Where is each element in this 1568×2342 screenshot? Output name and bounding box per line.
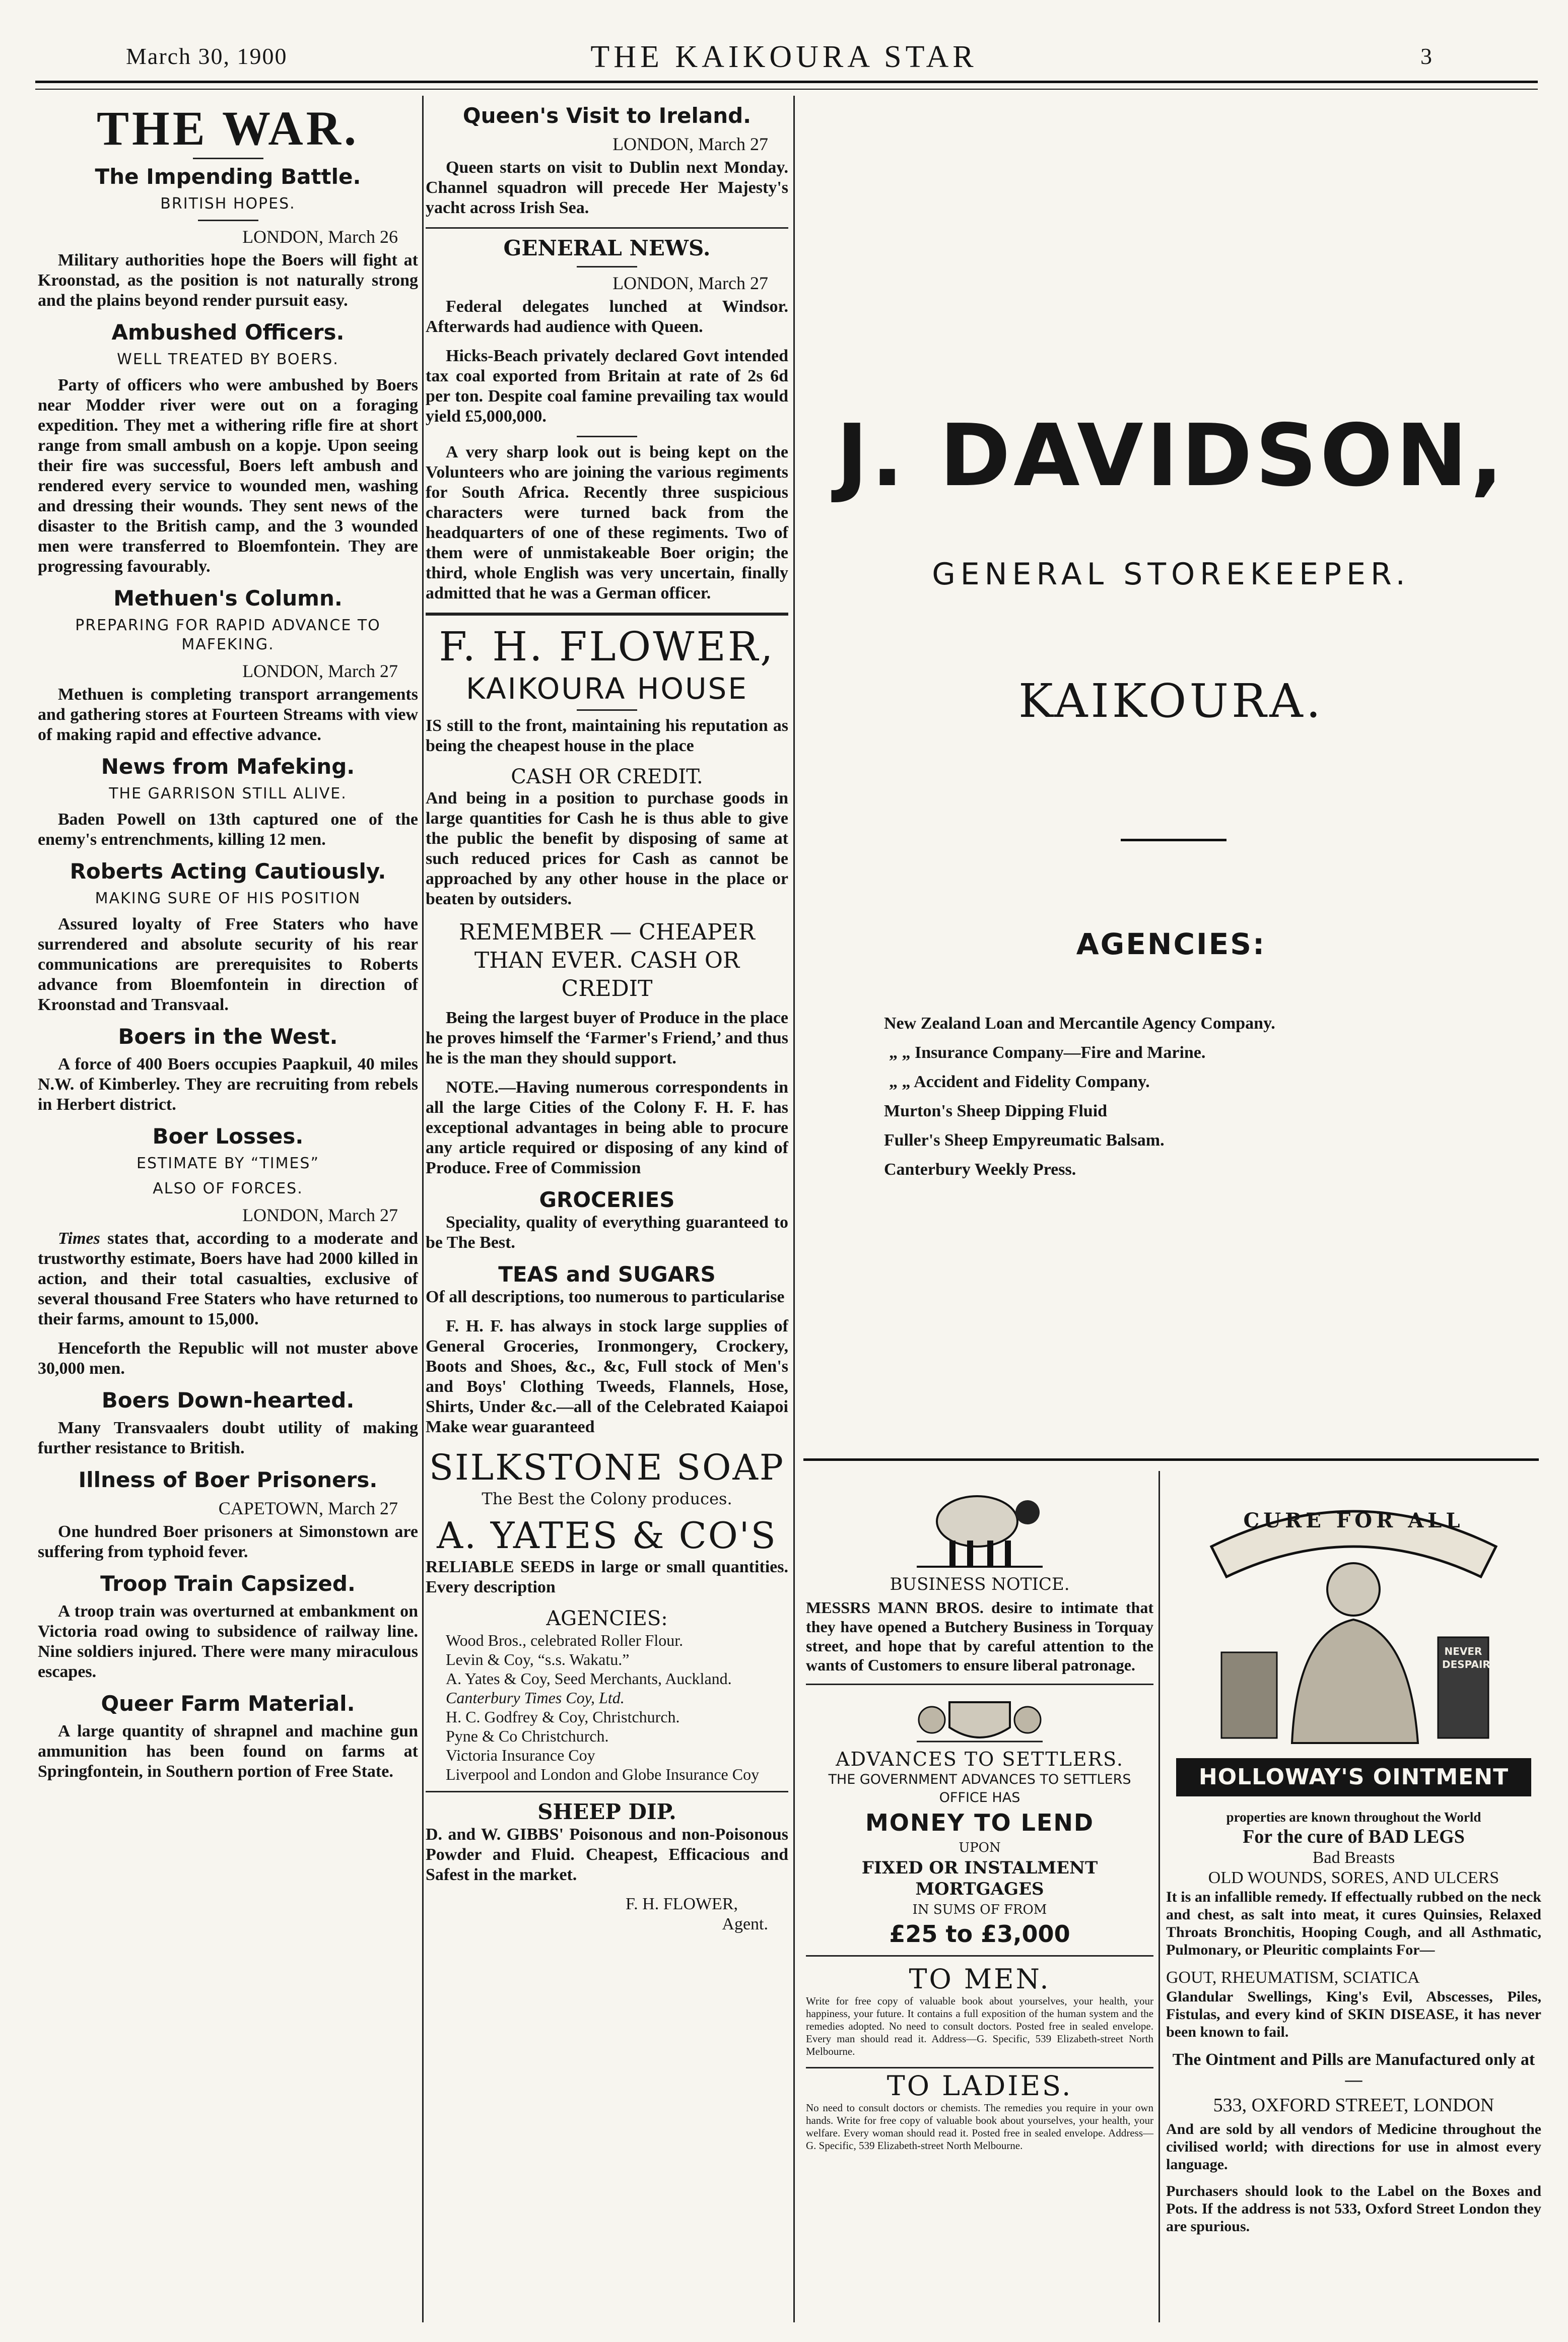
list-item: „ „ Accident and Fidelity Company. xyxy=(889,1073,1150,1091)
headline: The Impending Battle. xyxy=(95,164,361,189)
headline: Roberts Acting Cautiously. xyxy=(70,859,386,884)
subheadline: THE GARRISON STILL ALIVE. xyxy=(109,785,347,802)
ad-body: And being in a position to purchase goods in large quantities for Cash he is thus able to give the public the benefit by disposing of same at such reduced prices for Cash as cannot be approached by any other house in the place or beaten by outsiders. xyxy=(426,789,788,908)
yates-title: A. YATES & CO'S xyxy=(437,1514,777,1557)
headline: Troop Train Capsized. xyxy=(100,1571,356,1596)
subheadline: PREPARING FOR RAPID ADVANCE TO MAFEKING. xyxy=(75,617,381,653)
side-text: NEVER DESPAIR xyxy=(1442,1645,1490,1670)
list-item: Fuller's Sheep Empyreumatic Balsam. xyxy=(884,1131,1165,1150)
headline: News from Mafeking. xyxy=(101,754,355,779)
article-body: Baden Powell on 13th captured one of the enemy's entrenchments, killing 12 men. xyxy=(38,810,418,849)
divider xyxy=(426,1791,788,1792)
divider xyxy=(577,266,637,267)
ad-subhead: TEAS and SUGARS xyxy=(498,1262,716,1287)
headline: Queen's Visit to Ireland. xyxy=(462,103,752,128)
list-item: Liverpool and London and Globe Insurance Coy xyxy=(446,1765,760,1783)
ad-subhead: REMEMBER — CHEAPER THAN EVER. CASH OR CREDIT xyxy=(459,919,755,1001)
list-item: „ „ Insurance Company—Fire and Marine. xyxy=(889,1043,1206,1062)
column-rule xyxy=(422,96,424,2322)
holloway-address: 533, OXFORD STREET, LONDON xyxy=(1213,2095,1494,2116)
list-item: H. C. Godfrey & Coy, Christchurch. xyxy=(446,1708,680,1726)
banner-text: CURE FOR ALL xyxy=(1243,1509,1464,1532)
flower-house: KAIKOURA HOUSE xyxy=(465,672,748,706)
notices-column xyxy=(806,1481,1153,2161)
ad-body: D. and W. GIBBS' Poisonous and non-Poisonous Powder and Fluid. Cheapest, Efficacious and Safest in the market. xyxy=(426,1825,788,1884)
dateline: LONDON, March 26 xyxy=(242,227,398,247)
ad-subhead: ADVANCES TO SETTLERS. xyxy=(836,1748,1124,1770)
headline: Illness of Boer Prisoners. xyxy=(78,1467,378,1492)
holloway-brand: HOLLOWAY'S OINTMENT xyxy=(1176,1758,1531,1796)
divider xyxy=(806,2067,1153,2068)
ad-body: Speciality, quality of everything guaranteed to be The Best. xyxy=(426,1213,788,1252)
ad-body: Purchasers should look to the Label on the Boxes and Pots. If the address is not 533, Oxford Street London they are spurious. xyxy=(1166,2183,1541,2235)
headline: Boers Down-hearted. xyxy=(101,1388,355,1413)
article-body: Assured loyalty of Free Staters who have surrendered and absolute security of his rear communications are prerequisites to Roberts advance from Bloemfontein in direction of Kroonstad and Transvaal. xyxy=(38,915,418,1014)
ad-text: FIXED OR INSTALMENT MORTGAGES xyxy=(861,1858,1098,1899)
dateline: LONDON, March 27 xyxy=(612,273,768,293)
ad-subhead: BUSINESS NOTICE. xyxy=(890,1574,1070,1594)
ad-body: Of all descriptions, too numerous to particularise xyxy=(426,1288,785,1306)
list-item: Levin & Coy, “s.s. Wakatu.” xyxy=(446,1650,630,1668)
column-rule xyxy=(1158,1471,1160,2322)
headline: Methuen's Column. xyxy=(113,586,343,611)
list-item: New Zealand Loan and Mercantile Agency Company. xyxy=(884,1014,1275,1033)
sheep-icon xyxy=(806,1481,1153,1572)
ad-subhead: The Ointment and Pills are Manufactured only at— xyxy=(1172,2050,1535,2089)
article-body: Military authorities hope the Boers will fight at Kroonstad, as the position is not naturally strong and the plains beyond render pursuit easy. xyxy=(38,251,418,310)
ad-body: Being the largest buyer of Produce in the place he proves himself the ‘Farmer's Friend,’ and thus he is the man they should support. xyxy=(426,1009,788,1067)
article-body: Methuen is completing transport arrangements and gathering stores at Fourteen Streams with view of making rapid and effective advance. xyxy=(38,685,418,744)
section-rule xyxy=(803,1458,1539,1461)
headline: Boer Losses. xyxy=(152,1124,304,1149)
subheadline: ESTIMATE BY “TIMES” xyxy=(136,1155,319,1172)
dateline: CAPETOWN, March 27 xyxy=(218,1498,398,1518)
men-title: TO MEN. xyxy=(909,1963,1051,1995)
divider xyxy=(198,220,258,221)
ad-subhead: SHEEP DIP. xyxy=(537,1799,676,1824)
article-body: One hundred Boer prisoners at Simonstown are suffering from typhoid fever. xyxy=(38,1522,418,1561)
list-item: Canterbury Times Coy, Ltd. xyxy=(446,1689,625,1707)
war-title: THE WAR. xyxy=(96,101,359,155)
ad-subhead: CASH OR CREDIT. xyxy=(511,765,703,788)
masthead-rule-thin xyxy=(35,89,1538,90)
ad-body: RELIABLE SEEDS in large or small quantities. Every description xyxy=(426,1558,788,1596)
davidson-town: KAIKOURA. xyxy=(1018,674,1324,728)
article-body: Queen starts on visit to Dublin next Monday. Channel squadron will precede Her Majesty's yacht across Irish Sea. xyxy=(426,158,788,217)
news-column xyxy=(426,103,788,1934)
subheadline: WELL TREATED BY BOERS. xyxy=(117,351,339,368)
ad-subhead: OLD WOUNDS, SORES, AND ULCERS xyxy=(1208,1868,1499,1887)
davidson-trade: GENERAL STOREKEEPER. xyxy=(932,557,1410,592)
headline: Boers in the West. xyxy=(118,1024,338,1049)
list-item: Canterbury Weekly Press. xyxy=(884,1160,1076,1179)
divider xyxy=(806,1684,1153,1685)
headline: Queer Farm Material. xyxy=(101,1691,355,1716)
war-column xyxy=(38,103,418,1791)
list-item: A. Yates & Coy, Seed Merchants, Auckland. xyxy=(446,1669,732,1688)
subheadline: BRITISH HOPES. xyxy=(160,195,296,213)
list-item: Wood Bros., celebrated Roller Flour. xyxy=(446,1631,684,1649)
page-number: 3 xyxy=(1420,43,1432,69)
ad-subhead: For the cure of BAD LEGS xyxy=(1243,1826,1465,1847)
money-title: MONEY TO LEND xyxy=(865,1809,1095,1836)
divider xyxy=(1121,839,1226,841)
article-body: A large quantity of shrapnel and machine gun ammunition has been found on farms at Springfontein, in Southern portion of Free State. xyxy=(38,1722,418,1781)
ad-body: MESSRS MANN BROS. desire to intimate that they have opened a Butchery Business in Torquay street, and hope that by careful attention to the wants of Customers to ensure liberal patronage. xyxy=(806,1598,1153,1674)
ad-body: No need to consult doctors or chemists. The remedies you require in your own hands. Write for free copy of valuable book about yourselves, your health, your welfare. Every woman should read it. Posted free in sealed envelope. Address—G. Specific, 539 Elizabeth-street North Melbourne. xyxy=(806,2102,1153,2152)
article-body: A force of 400 Boers occupies Paapkuil, 40 miles N.W. of Kimberley. They are recruiting from rebels in Herbert district. xyxy=(38,1055,418,1114)
soap-title: SILKSTONE SOAP xyxy=(429,1447,785,1488)
article-body: Hicks-Beach privately declared Govt intended tax coal exported from Britain at rate of 2s 6d per ton. Despite coal famine prevailing tax would yield £5,000,000. xyxy=(426,347,788,426)
ad-subhead: Bad Breasts xyxy=(1312,1848,1395,1867)
column-rule xyxy=(793,96,795,2322)
signature: F. H. FLOWER, xyxy=(625,1895,738,1913)
italic-text: Times xyxy=(58,1229,100,1248)
amount: £25 to £3,000 xyxy=(889,1920,1070,1948)
headline: Ambushed Officers. xyxy=(111,320,345,345)
tagline: properties are known throughout the World xyxy=(1226,1810,1481,1825)
article-body: A very sharp look out is being kept on the Volunteers who are joining the various regiments for South Africa. Recently three suspicious characters were turned back from the headquarters of one of these regiments. Two of them were of unmistakeable Boer origin; the third, whole English was very uncertain, finally admitted that he was a German officer. xyxy=(426,443,788,603)
divider xyxy=(426,613,788,616)
headline: GENERAL NEWS. xyxy=(503,236,711,260)
masthead-date: March 30, 1900 xyxy=(126,43,288,69)
coat-of-arms-icon xyxy=(806,1692,1153,1748)
ad-body: Write for free copy of valuable book about yourselves, your health, your happiness, your future. It contains a full exposition of the human system and the remedies adopted. No need to consult doctors. Posted free in sealed envelope. Every man should read it. Address—G. Specific, 539 Elizabeth-street North Melbourne. xyxy=(806,1995,1153,2057)
list-item: Victoria Insurance Coy xyxy=(446,1746,595,1764)
ladies-title: TO LADIES. xyxy=(887,2070,1073,2102)
article-body: Many Transvaalers doubt utility of making further resistance to British. xyxy=(38,1419,418,1457)
ad-text: UPON xyxy=(959,1840,1001,1855)
article-body: Henceforth the Republic will not muster above 30,000 men. xyxy=(38,1339,418,1378)
signature-role: Agent. xyxy=(722,1915,768,1933)
davidson-agencies-head: AGENCIES: xyxy=(1076,927,1266,961)
agency-list xyxy=(884,1013,1488,1188)
ad-body: NOTE.—Having numerous correspondents in all the large Cities of the Colony F. H. F. has exceptional advantages in being able to procure any article required or disposing of any kind of Produce. Free of Commission xyxy=(426,1078,788,1177)
dateline: LONDON, March 27 xyxy=(242,661,398,681)
masthead-title: THE KAIKOURA STAR xyxy=(590,40,978,74)
agency-list xyxy=(426,1631,788,1784)
flower-title: F. H. FLOWER, xyxy=(439,623,775,670)
article-text: states that, according to a moderate and trustworthy estimate, Boers have had 2000 killed in action, and their total casualties, exclusive of several thousand Free Staters who have returned to their farms, amount to 15,000. xyxy=(38,1229,418,1328)
divider xyxy=(426,227,788,229)
ad-text: THE GOVERNMENT ADVANCES TO SETTLERS OFFICE HAS xyxy=(828,1772,1131,1805)
ad-subhead: GROCERIES xyxy=(539,1187,675,1212)
subheadline: ALSO OF FORCES. xyxy=(153,1180,303,1197)
divider xyxy=(577,436,637,437)
divider xyxy=(193,158,263,159)
divider xyxy=(577,709,637,711)
article-body: A troop train was overturned at embankment on Victoria road owing to subsidence of railway line. Nine soldiers injured. There were many miraculous escapes. xyxy=(38,1602,418,1681)
article-body xyxy=(38,1229,418,1329)
ad-subhead: GOUT, RHEUMATISM, SCIATICA xyxy=(1166,1968,1420,1987)
ad-body: F. H. F. has always in stock large supplies of General Groceries, Ironmongery, Crockery, Boots and Shoes, &c., &c, Full stock of Men's and Boys' Clothing Tweeds, Flannels, Hose, Shirts, Under &c.—all of the Celebrated Kaiapoi Make wear guaranteed xyxy=(426,1317,788,1436)
ad-subhead: The Best the Colony produces. xyxy=(482,1489,732,1508)
list-item: Pyne & Co Christchurch. xyxy=(446,1727,609,1745)
article-body: Party of officers who were ambushed by Boers near Modder river were out on a foraging expedition. They met a withering rifle fire at short range from small ambush on a kopje. Upon seeing their fire was successful, Boers left ambush and rendered every service to wounded men, washing and dressing their wounds. They sent news of the disaster to the British camp, and the 3 wounded men were transferred to Bloemfontein. They are progressing favourably. xyxy=(38,376,418,576)
dateline: LONDON, March 27 xyxy=(612,134,768,154)
holloway-illustration xyxy=(1166,1471,1541,1809)
divider xyxy=(806,1955,1153,1957)
ad-body: IS still to the front, maintaining his reputation as being the cheapest house in the place xyxy=(426,716,788,755)
ad-body: And are sold by all vendors of Medicine throughout the civilised world; with directions for use in almost every language. xyxy=(1166,2121,1541,2173)
ad-body: Glandular Swellings, King's Evil, Abscesses, Piles, Fistulas, and every kind of SKIN DISEASE, it has never been known to fail. xyxy=(1166,1988,1541,2040)
subheadline: MAKING SURE OF HIS POSITION xyxy=(95,890,361,907)
list-item: Murton's Sheep Dipping Fluid xyxy=(884,1102,1108,1120)
holloway-ad xyxy=(1166,1471,1541,2244)
article-body: Federal delegates lunched at Windsor. Afterwards had audience with Queen. xyxy=(426,297,788,336)
ad-text: IN SUMS OF FROM xyxy=(912,1902,1047,1917)
ad-subhead: AGENCIES: xyxy=(546,1607,668,1630)
dateline: LONDON, March 27 xyxy=(242,1205,398,1225)
davidson-name: J. DAVIDSON, xyxy=(836,406,1506,506)
masthead-rule xyxy=(35,81,1538,83)
davidson-ad xyxy=(803,106,1539,1436)
ad-body: It is an infallible remedy. If effectually rubbed on the neck and chest, as salt into meat, it cures Quinsies, Relaxed Throats Bronchitis, Hooping Cough, and all Asthmatic, Pulmonary, or Pleuritic complaints For— xyxy=(1166,1889,1541,1958)
